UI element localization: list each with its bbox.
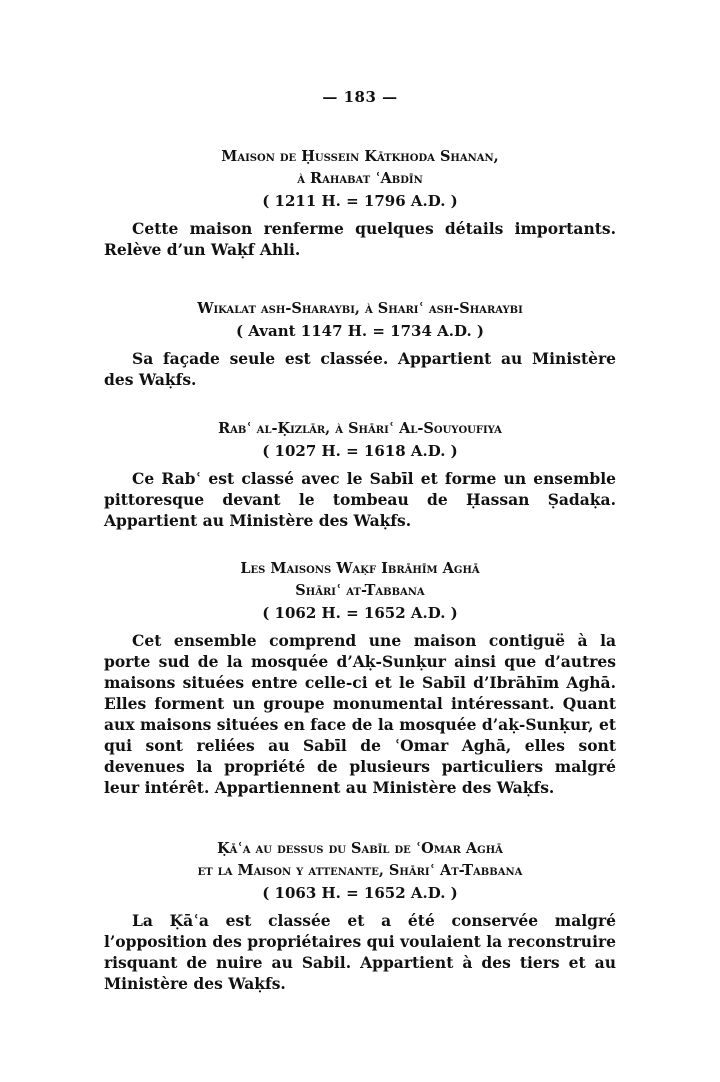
- entry-date: ( 1062 H. = 1652 A.D. ): [262, 604, 458, 622]
- entry-qaa-sabil-omar: [104, 838, 616, 994]
- entry-heading: Maison de Ḥussein Kātkhoda Shanan,: [221, 148, 499, 165]
- entry-heading: Ḳāʿa au dessus du Sabīl de ʿOmar Aghā: [217, 840, 503, 857]
- entry-rab-kizlar: [104, 418, 616, 531]
- entry-body: Cette maison renferme quelques détails importants. Relève d’un Waḳf Ahli.: [104, 219, 616, 259]
- entry-body: La Ḳāʿa est classée et a été conservée malgré l’opposition des propriétaires qui voulaient la reconstruire risquant de nuire au Sabil. Appartient à des tiers et au Ministère des Waḳfs.: [104, 911, 616, 993]
- entry-heading: Wikalat ash-Sharaybi, à Shariʿ ash-Sharaybi: [197, 300, 523, 317]
- entry-heading: à Rahabat ʿAbdīn: [297, 170, 423, 187]
- entry-maisons-waqf-ibrahim: [104, 558, 616, 798]
- entry-date: ( Avant 1147 H. = 1734 A.D. ): [235, 322, 485, 340]
- page-number: — 183 —: [322, 88, 398, 106]
- entry-date: ( 1063 H. = 1652 A.D. ): [262, 884, 458, 902]
- entry-maison-hussein: [104, 146, 616, 260]
- entry-date: ( 1027 H. = 1618 A.D. ): [262, 442, 458, 460]
- entry-heading: Les Maisons Waḳf Ibrāhīm Aghā: [240, 560, 480, 577]
- entry-heading: Rabʿ al-Ḳizlār, à Shāriʿ Al-Souyoufiya: [218, 420, 502, 437]
- entry-body: Ce Rabʿ est classé avec le Sabīl et forme un ensemble pittoresque devant le tombeau de Ḥassan Ṣadaḳa. Appartient au Ministère des Waḳfs.: [104, 469, 616, 530]
- entry-body: Cet ensemble comprend une maison contiguë à la porte sud de la mosquée d’Aḳ-Sunḳur ainsi que d’autres maisons situées entre celle-ci et le Sabīl d’Ibrāhīm Aghā. Elles forment un groupe monumental intéressant. Quant aux maisons situées en face de la mosquée d’aḳ-Sunḳur, et qui sont reliées au Sabīl de ʿOmar Aghā, elles sont devenues la propriété de plusieurs particuliers malgré leur intérêt. Appartiennent au Ministère des Waḳfs.: [104, 631, 616, 797]
- entry-heading: Shāriʿ at-Tabbana: [295, 582, 425, 599]
- entry-wikalat-sharaybi: [104, 298, 616, 390]
- entry-heading: et la Maison y attenante, Shāriʿ At-Tabbana: [197, 862, 523, 879]
- entry-body: Sa façade seule est classée. Appartient au Ministère des Waḳfs.: [104, 349, 616, 389]
- entry-date: ( 1211 H. = 1796 A.D. ): [262, 192, 458, 210]
